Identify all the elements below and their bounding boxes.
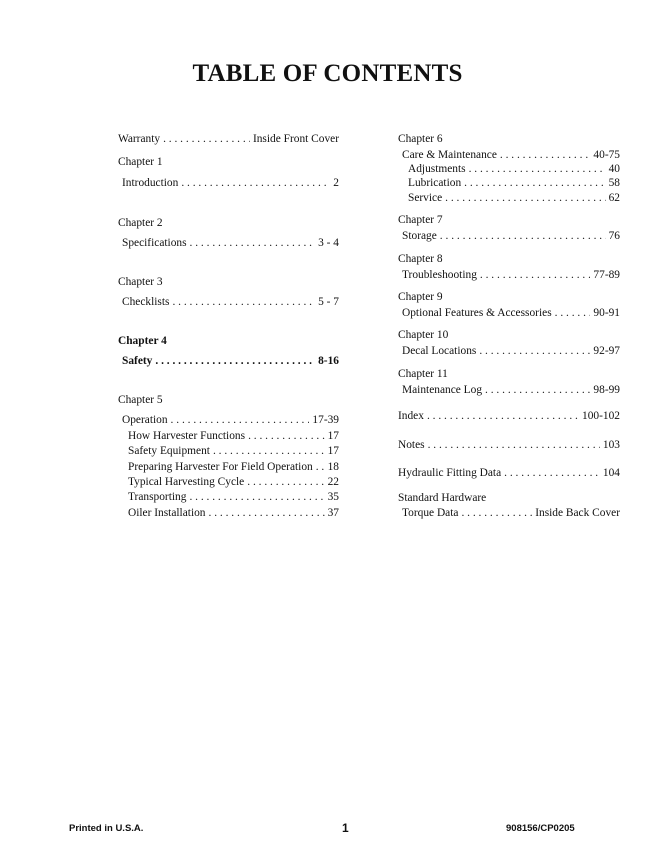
dot-leader (445, 192, 605, 204)
page-ref: 5 - 7 (318, 296, 339, 308)
page-ref: 98-99 (593, 384, 620, 396)
chapter-8-heading: Chapter 8 (398, 253, 443, 265)
toc-entry-lubrication[interactable]: Lubrication . . . 58 (408, 177, 620, 189)
standard-hardware-heading: Standard Hardware (398, 492, 487, 504)
dot-leader (163, 133, 250, 145)
dot-leader (461, 507, 532, 519)
chapter-9-heading: Chapter 9 (398, 291, 443, 303)
toc-entry-torque-data[interactable]: Torque Data . . . Inside Back Cover (402, 507, 620, 519)
toc-entry-preparing-harvester[interactable]: Preparing Harvester For Field Operation . . . 18 (128, 461, 339, 473)
dot-leader (555, 307, 591, 319)
toc-entry-introduction[interactable]: Introduction . . . 2 (122, 177, 339, 189)
dot-leader (181, 177, 330, 189)
footer-page-number: 1 (342, 821, 349, 835)
dot-leader (504, 467, 600, 479)
chapter-11-heading: Chapter 11 (398, 368, 448, 380)
toc-entry-maintenance-log[interactable]: Maintenance Log . . . 98-99 (402, 384, 620, 396)
page-ref: 8-16 (318, 355, 339, 367)
page-ref: 58 (608, 177, 620, 189)
page-ref: 104 (602, 467, 620, 479)
dot-leader (213, 445, 325, 457)
toc-entry-safety-equipment[interactable]: Safety Equipment . . . 17 (128, 445, 339, 457)
page-ref: 17 (327, 430, 339, 442)
page-ref: Inside Front Cover (252, 133, 339, 145)
page-ref: 37 (327, 507, 339, 519)
page-ref: 77-89 (593, 269, 620, 281)
dot-leader (440, 230, 606, 242)
page-ref: 17-39 (312, 414, 339, 426)
toc-entry-operation[interactable]: Operation . . . 17-39 (122, 414, 339, 426)
dot-leader (171, 414, 310, 426)
dot-leader (500, 149, 591, 161)
toc-entry-checklists[interactable]: Checklists . . . 5 - 7 (122, 296, 339, 308)
chapter-6-heading: Chapter 6 (398, 133, 443, 145)
toc-entry-safety[interactable]: Safety . . . 8-16 (122, 355, 339, 367)
page-ref: 103 (602, 439, 620, 451)
toc-entry-troubleshooting[interactable]: Troubleshooting . . . 77-89 (402, 269, 620, 281)
toc-entry-notes[interactable]: Notes . . . 103 (398, 439, 620, 451)
dot-leader (479, 345, 590, 357)
chapter-10-heading: Chapter 10 (398, 329, 449, 341)
page-ref: 40-75 (593, 149, 620, 161)
page-ref: 100-102 (582, 410, 620, 422)
page-ref: Inside Back Cover (535, 507, 620, 519)
dot-leader (316, 461, 325, 473)
dot-leader (189, 491, 324, 503)
toc-entry-storage[interactable]: Storage . . . 76 (402, 230, 620, 242)
dot-leader (155, 355, 315, 367)
dot-leader (190, 237, 316, 249)
page-ref: 62 (608, 192, 620, 204)
chapter-7-heading: Chapter 7 (398, 214, 443, 226)
chapter-3-heading: Chapter 3 (118, 276, 163, 288)
chapter-5-heading: Chapter 5 (118, 394, 163, 406)
page-ref: 17 (327, 445, 339, 457)
dot-leader (485, 384, 590, 396)
chapter-1-heading: Chapter 1 (118, 156, 163, 168)
toc-entry-decal-locations[interactable]: Decal Locations . . . 92-97 (402, 345, 620, 357)
dot-leader (427, 410, 579, 422)
page-ref: 35 (327, 491, 339, 503)
dot-leader (209, 507, 325, 519)
toc-entry-service[interactable]: Service . . . 62 (408, 192, 620, 204)
dot-leader (247, 476, 324, 488)
page-ref: 90-91 (593, 307, 620, 319)
toc-entry-optional-features[interactable]: Optional Features & Accessories . . . 90-91 (402, 307, 620, 319)
toc-entry-typical-harvesting-cycle[interactable]: Typical Harvesting Cycle . . . 22 (128, 476, 339, 488)
page-title: TABLE OF CONTENTS (192, 60, 463, 87)
footer-printed-in: Printed in U.S.A. (69, 823, 144, 834)
page-ref: 40 (608, 163, 620, 175)
chapter-2-heading: Chapter 2 (118, 217, 163, 229)
toc-entry-hydraulic-fitting-data[interactable]: Hydraulic Fitting Data . . . 104 (398, 467, 620, 479)
toc-entry-adjustments[interactable]: Adjustments . . . 40 (408, 163, 620, 175)
page-ref: 76 (608, 230, 620, 242)
toc-entry-specifications[interactable]: Specifications . . . 3 - 4 (122, 237, 339, 249)
dot-leader (464, 177, 605, 189)
dot-leader (248, 430, 325, 442)
chapter-4-heading: Chapter 4 (118, 335, 167, 347)
toc-entry-index[interactable]: Index . . . 100-102 (398, 410, 620, 422)
footer-document-code: 908156/CP0205 (506, 823, 575, 834)
page-ref: 22 (327, 476, 339, 488)
toc-entry-how-harvester-functions[interactable]: How Harvester Functions . . . 17 (128, 430, 339, 442)
page-ref: 92-97 (593, 345, 620, 357)
dot-leader (480, 269, 591, 281)
page-ref: 18 (327, 461, 339, 473)
dot-leader (172, 296, 315, 308)
toc-entry-warranty[interactable]: Warranty . . . Inside Front Cover (118, 133, 339, 145)
dot-leader (469, 163, 606, 175)
dot-leader (428, 439, 600, 451)
page-ref: 2 (333, 177, 339, 189)
toc-entry-care-maintenance[interactable]: Care & Maintenance . . . 40-75 (402, 149, 620, 161)
toc-entry-oiler-installation[interactable]: Oiler Installation . . . 37 (128, 507, 339, 519)
toc-entry-transporting[interactable]: Transporting . . . 35 (128, 491, 339, 503)
page-ref: 3 - 4 (318, 237, 339, 249)
